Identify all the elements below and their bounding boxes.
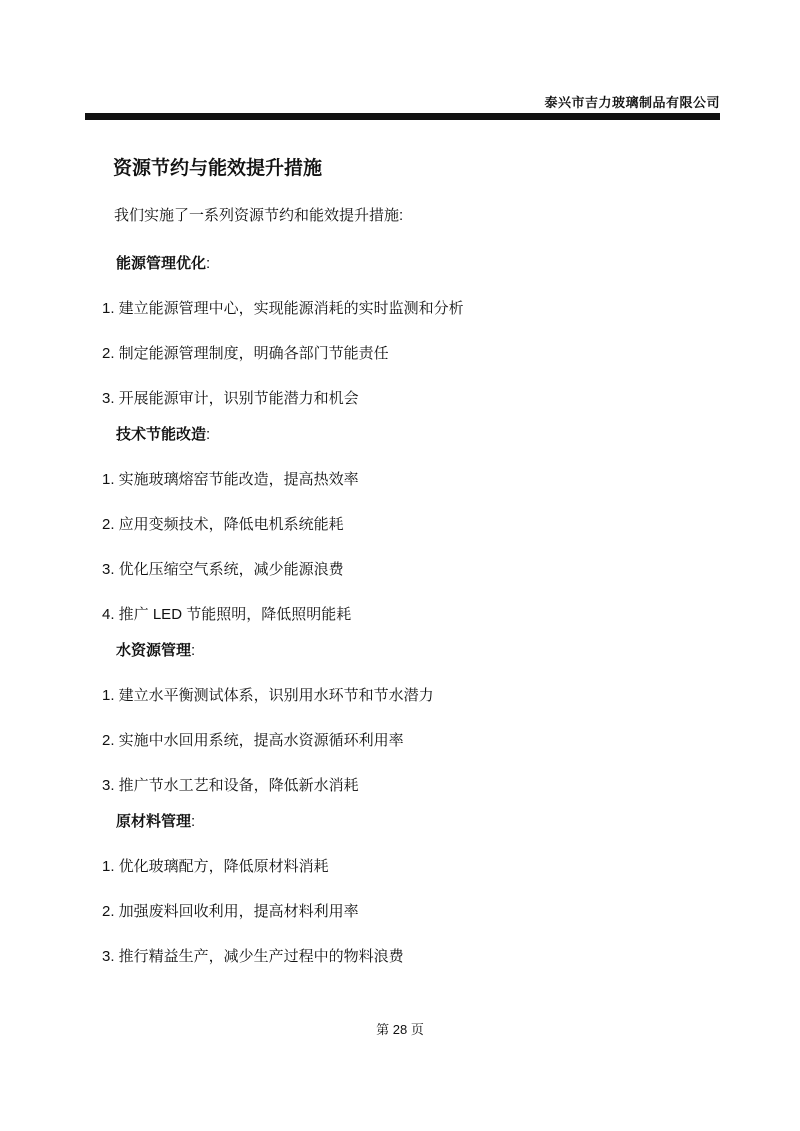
- list-item: 4. 推广 LED 节能照明，降低照明能耗: [102, 606, 352, 623]
- section-heading-colon: :: [191, 813, 196, 830]
- section-heading-technical-retrofit: [116, 425, 720, 445]
- section-heading-energy-management: [116, 254, 720, 274]
- list-item: 1. 建立能源管理中心，实现能源消耗的实时监测和分析: [102, 300, 464, 317]
- list-item: 1. 实施玻璃熔窑节能改造，提高热效率: [102, 471, 359, 488]
- section-heading-text: 原材料管理: [116, 813, 192, 830]
- list-item: 3. 开展能源审计，识别节能潜力和机会: [102, 390, 359, 407]
- document-body: [85, 157, 720, 967]
- intro-paragraph: 我们实施了一系列资源节约和能效提升措施:: [114, 207, 404, 224]
- list-item: 2. 应用变频技术，降低电机系统能耗: [102, 516, 344, 533]
- list-item: 3. 优化压缩空气系统，减少能源浪费: [102, 561, 344, 578]
- list-item: 3. 推行精益生产，减少生产过程中的物料浪费: [102, 948, 404, 965]
- section-heading-water-management: [116, 641, 720, 661]
- section-water-management: [85, 641, 720, 796]
- section-technical-retrofit: [85, 425, 720, 625]
- section-raw-materials: [85, 812, 720, 967]
- section-heading-raw-materials: [116, 812, 720, 832]
- list-item: 2. 实施中水回用系统，提高水资源循环利用率: [102, 732, 404, 749]
- list-item: 1. 优化玻璃配方，降低原材料消耗: [102, 858, 329, 875]
- list-item: 1. 建立水平衡测试体系，识别用水环节和节水潜力: [102, 687, 434, 704]
- section-heading-text: 水资源管理: [116, 642, 192, 659]
- list-item: 3. 推广节水工艺和设备，降低新水消耗: [102, 777, 359, 794]
- list-item: 2. 制定能源管理制度，明确各部门节能责任: [102, 345, 389, 362]
- section-energy-management: [85, 254, 720, 409]
- section-heading-colon: :: [206, 255, 211, 272]
- header-company-name: 泰兴市吉力玻璃制品有限公司: [544, 95, 720, 110]
- section-heading-text: 技术节能改造: [116, 426, 207, 443]
- page-title: 资源节约与能效提升措施: [113, 158, 323, 179]
- page-number: 第 28 页: [376, 1022, 424, 1037]
- header-double-rule: [85, 113, 720, 120]
- section-heading-colon: :: [191, 642, 196, 659]
- section-heading-text: 能源管理优化: [116, 255, 207, 272]
- page-header: [85, 0, 720, 120]
- page-footer: [0, 1022, 800, 1038]
- list-item: 2. 加强废料回收利用，提高材料利用率: [102, 903, 359, 920]
- section-heading-colon: :: [206, 426, 211, 443]
